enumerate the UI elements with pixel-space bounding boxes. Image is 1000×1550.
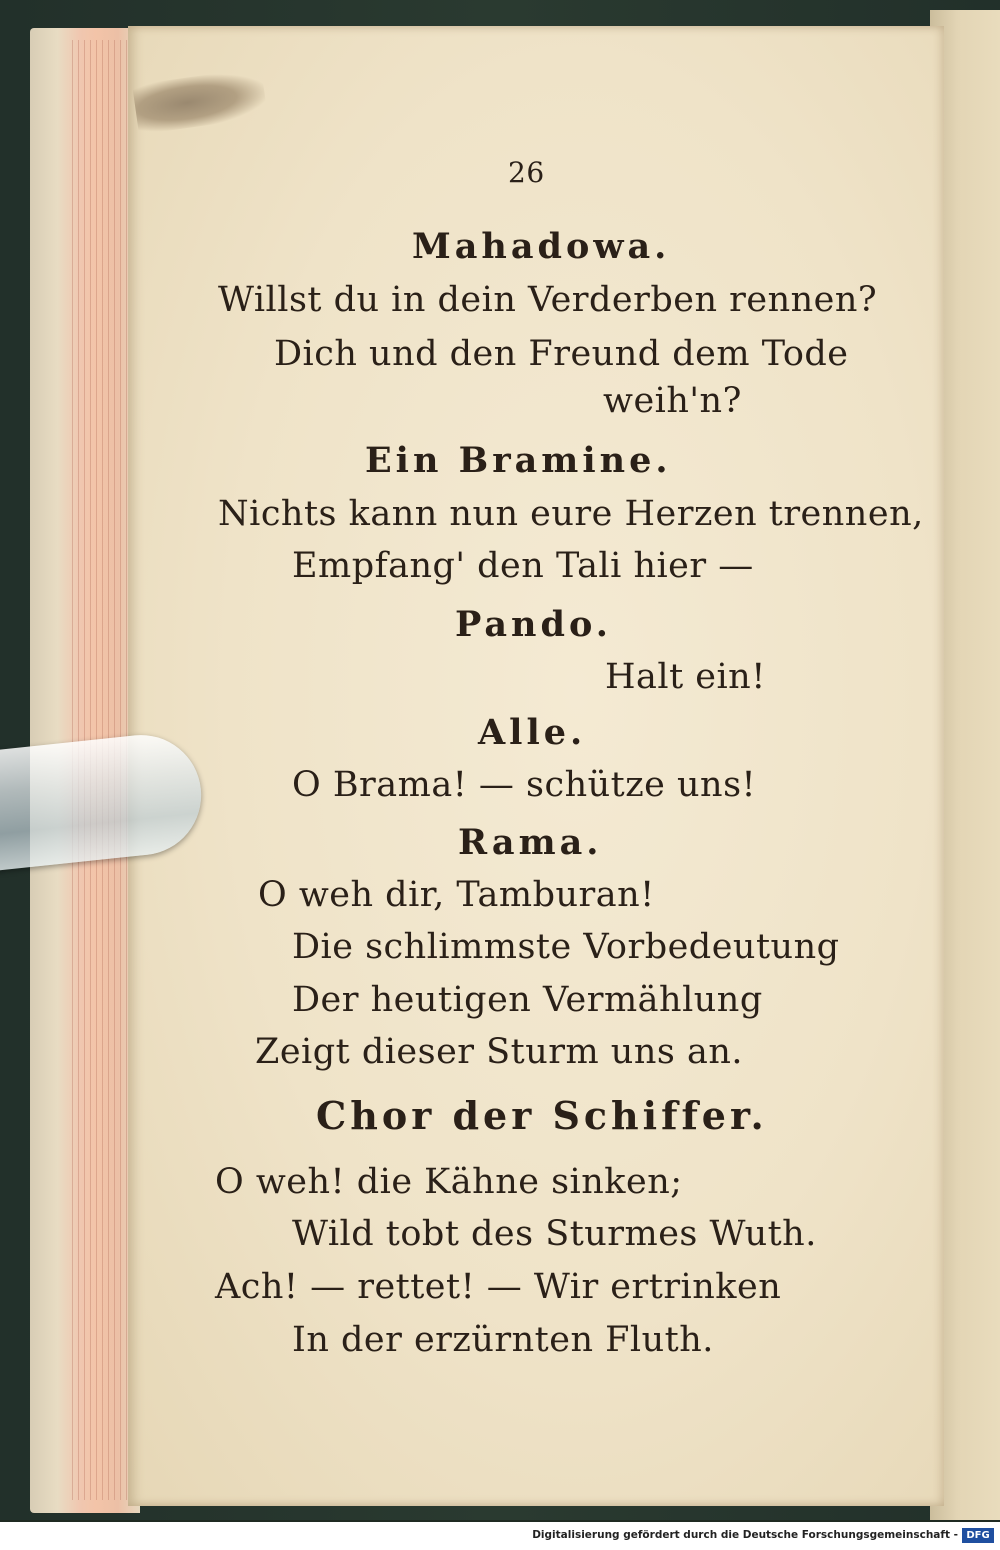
speaker-heading: Ein Bramine. bbox=[365, 440, 672, 481]
speaker-heading: Mahadowa. bbox=[412, 226, 671, 267]
dfg-logo: DFG bbox=[962, 1528, 994, 1543]
speaker-heading: Alle. bbox=[478, 712, 587, 753]
footer-credit: Digitalisierung gefördert durch die Deutsche Forschungsgemeinschaft - bbox=[532, 1529, 958, 1541]
verse-line: Willst du in dein Verderben rennen? bbox=[218, 280, 878, 320]
footer-bar bbox=[0, 1522, 1000, 1550]
verse-line: Halt ein! bbox=[605, 657, 766, 697]
verse-line: weih'n? bbox=[603, 381, 742, 421]
verse-line: Zeigt dieser Sturm uns an. bbox=[255, 1032, 743, 1072]
verse-line: Empfang' den Tali hier — bbox=[292, 546, 754, 586]
verse-line: Wild tobt des Sturmes Wuth. bbox=[292, 1214, 817, 1254]
verse-line: O weh dir, Tamburan! bbox=[258, 875, 655, 915]
speaker-heading: Rama. bbox=[458, 822, 603, 863]
verse-line: Der heutigen Vermählung bbox=[292, 980, 763, 1020]
verse-line: Die schlimmste Vorbedeutung bbox=[292, 927, 840, 967]
speaker-heading: Chor der Schiffer. bbox=[316, 1093, 768, 1138]
verse-line: O weh! die Kähne sinken; bbox=[215, 1162, 683, 1202]
verse-line: Nichts kann nun eure Herzen trennen, bbox=[218, 494, 924, 534]
page-number: 26 bbox=[508, 156, 545, 189]
verse-line: In der erzürnten Fluth. bbox=[292, 1320, 714, 1360]
verse-line: O Brama! — schütze uns! bbox=[292, 765, 757, 805]
verse-line: Dich und den Freund dem Tode bbox=[274, 334, 849, 374]
verse-line: Ach! — rettet! — Wir ertrinken bbox=[215, 1267, 782, 1307]
speaker-heading: Pando. bbox=[455, 604, 612, 645]
